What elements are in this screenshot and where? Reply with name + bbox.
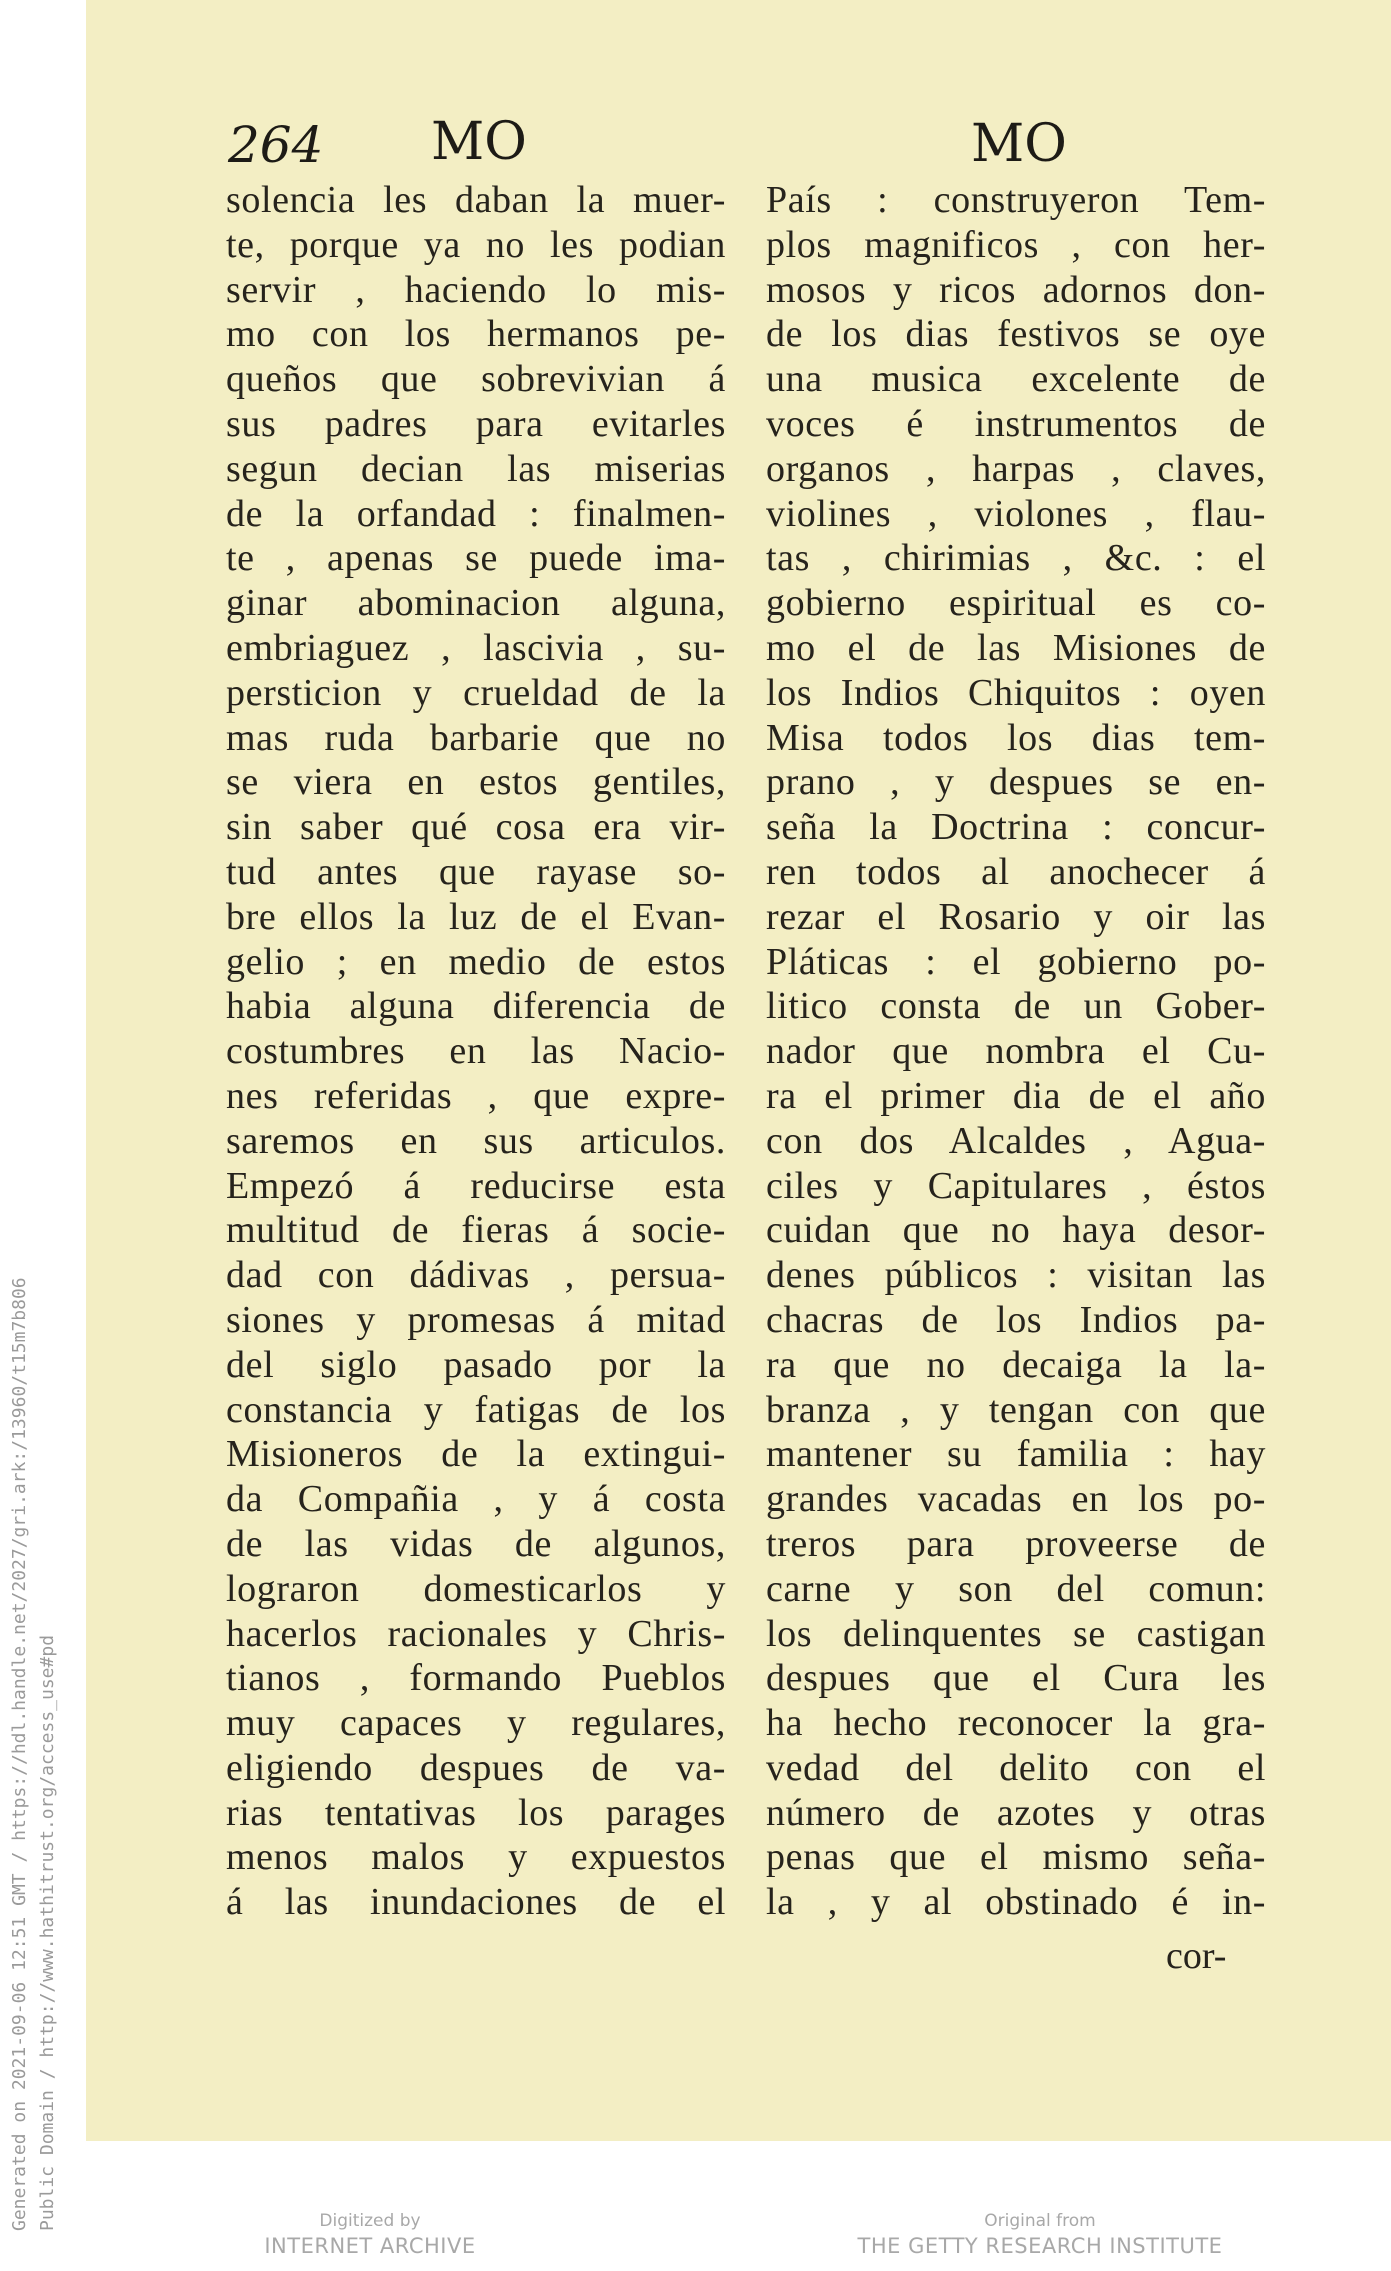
text-line: de la orfandad : finalmen-	[226, 492, 726, 535]
text-line: multitud de fieras á socie-	[226, 1209, 726, 1252]
text-line: saremos en sus articulos.	[226, 1119, 726, 1162]
text-line: con dos Alcaldes , Agua-	[766, 1119, 1266, 1162]
getty-institute-label: THE GETTY RESEARCH INSTITUTE	[857, 2234, 1223, 2258]
text-line: constancia y fatigas de los	[226, 1388, 726, 1431]
text-line: tud antes que rayase so-	[226, 850, 726, 893]
text-line: gobierno espiritual es co-	[766, 582, 1266, 625]
access-stamp	[0, 0, 80, 2271]
stamp-public-domain-line: Public Domain / http://www.hathitrust.org/access_use#pd	[37, 1634, 58, 2231]
text-line: sin saber qué cosa era vir-	[226, 806, 726, 849]
text-line: ren todos al anochecer á	[766, 850, 1266, 893]
text-line: treros para proveerse de	[766, 1522, 1266, 1565]
digitized-by-label: Digitized by	[319, 2211, 421, 2231]
text-line: rias tentativas los parages	[226, 1791, 726, 1834]
text-line: plos magnificos , con her-	[766, 223, 1266, 266]
right-text-column	[766, 178, 1266, 1925]
text-line: persticion y crueldad de la	[226, 671, 726, 714]
text-line: ciles y Capitulares , éstos	[766, 1164, 1266, 1207]
text-line: gelio ; en medio de estos	[226, 940, 726, 983]
text-line: lograron domesticarlos y	[226, 1567, 726, 1610]
text-line: denes públicos : visitan las	[766, 1254, 1266, 1297]
text-line: nes referidas , que expre-	[226, 1074, 726, 1117]
text-line: dad con dádivas , persua-	[226, 1254, 726, 1297]
text-line: branza , y tengan con que	[766, 1388, 1266, 1431]
text-line: Pláticas : el gobierno po-	[766, 940, 1266, 983]
text-line: te, porque ya no les podian	[226, 223, 726, 266]
text-line: solencia les daban la muer-	[226, 179, 726, 221]
text-line: hacerlos racionales y Chris-	[226, 1612, 726, 1655]
text-line: muy capaces y regulares,	[226, 1702, 726, 1745]
text-line: de las vidas de algunos,	[226, 1522, 726, 1565]
scanned-page	[86, 0, 1391, 2141]
text-line: Misa todos los dias tem-	[766, 716, 1266, 759]
text-line: litico consta de un Gober-	[766, 985, 1266, 1028]
text-line: se viera en estos gentiles,	[226, 761, 726, 804]
access-stamp-text	[6, 1277, 62, 2231]
text-line: Misioneros de la extingui-	[226, 1433, 726, 1476]
text-line: del siglo pasado por la	[226, 1343, 726, 1386]
text-line: bre ellos la luz de el Evan-	[226, 895, 726, 938]
text-line: mosos y ricos adornos don-	[766, 268, 1266, 311]
digitized-by-credit	[220, 2210, 520, 2260]
internet-archive-label: INTERNET ARCHIVE	[264, 2234, 476, 2258]
text-line: embriaguez , lascivia , su-	[226, 626, 726, 669]
left-text-column	[226, 178, 726, 1925]
text-line: los delinquentes se castigan	[766, 1612, 1266, 1655]
text-line: seña la Doctrina : concur-	[766, 806, 1266, 849]
text-line: violines , violones , flau-	[766, 492, 1266, 535]
text-line: mas ruda barbarie que no	[226, 716, 726, 759]
text-line: despues que el Cura les	[766, 1657, 1266, 1700]
text-line: grandes vacadas en los po-	[766, 1478, 1266, 1521]
text-line: sus padres para evitarles	[226, 402, 726, 445]
text-line: eligiendo despues de va-	[226, 1746, 726, 1789]
catchword: cor-	[1166, 1935, 1227, 1977]
original-from-credit	[840, 2210, 1240, 2260]
text-line: los Indios Chiquitos : oyen	[766, 671, 1266, 714]
text-line: tas , chirimias , &c. : el	[766, 537, 1266, 580]
text-line: la , y al obstinado é in-	[766, 1881, 1266, 1924]
text-line: número de azotes y otras	[766, 1791, 1266, 1834]
text-line: prano , y despues se en-	[766, 761, 1266, 804]
text-line: cuidan que no haya desor-	[766, 1209, 1266, 1252]
text-line: mo el de las Misiones de	[766, 626, 1266, 669]
text-line: penas que el mismo seña-	[766, 1836, 1266, 1879]
text-line: da Compañia , y á costa	[226, 1478, 726, 1521]
text-line: segun decian las miserias	[226, 447, 726, 490]
text-line: mantener su familia : hay	[766, 1433, 1266, 1476]
page-number: 264	[228, 116, 324, 174]
text-line: servir , haciendo lo mis-	[226, 268, 726, 311]
text-line: vedad del delito con el	[766, 1746, 1266, 1789]
text-line: una musica excelente de	[766, 358, 1266, 401]
text-line: á las inundaciones de el	[226, 1881, 726, 1924]
original-from-label: Original from	[984, 2211, 1096, 2231]
text-line: costumbres en las Nacio-	[226, 1030, 726, 1073]
text-line: ra el primer dia de el año	[766, 1074, 1266, 1117]
text-line: ginar abominacion alguna,	[226, 582, 726, 625]
text-line: rezar el Rosario y oir las	[766, 895, 1266, 938]
text-line: chacras de los Indios pa-	[766, 1298, 1266, 1341]
text-line: queños que sobrevivian á	[226, 358, 726, 401]
text-line: País : construyeron Tem-	[766, 179, 1266, 221]
text-line: voces é instrumentos de	[766, 402, 1266, 445]
text-line: siones y promesas á mitad	[226, 1298, 726, 1341]
running-head-right: MO	[971, 114, 1067, 174]
text-line: menos malos y expuestos	[226, 1836, 726, 1879]
text-line: nador que nombra el Cu-	[766, 1030, 1266, 1073]
text-line: tianos , formando Pueblos	[226, 1657, 726, 1700]
running-head-left: MO	[431, 112, 527, 172]
stamp-generated-line: Generated on 2021-09-06 12:51 GMT / https://hdl.handle.net/2027/gri.ark:/13960/t15m7b806	[9, 1277, 30, 2231]
text-line: habia alguna diferencia de	[226, 985, 726, 1028]
text-line: de los dias festivos se oye	[766, 313, 1266, 356]
text-line: ra que no decaiga la la-	[766, 1343, 1266, 1386]
text-line: mo con los hermanos pe-	[226, 313, 726, 356]
text-line: te , apenas se puede ima-	[226, 537, 726, 580]
text-line: carne y son del comun:	[766, 1567, 1266, 1610]
text-line: Empezó á reducirse esta	[226, 1164, 726, 1207]
text-line: ha hecho reconocer la gra-	[766, 1702, 1266, 1745]
text-line: organos , harpas , claves,	[766, 447, 1266, 490]
